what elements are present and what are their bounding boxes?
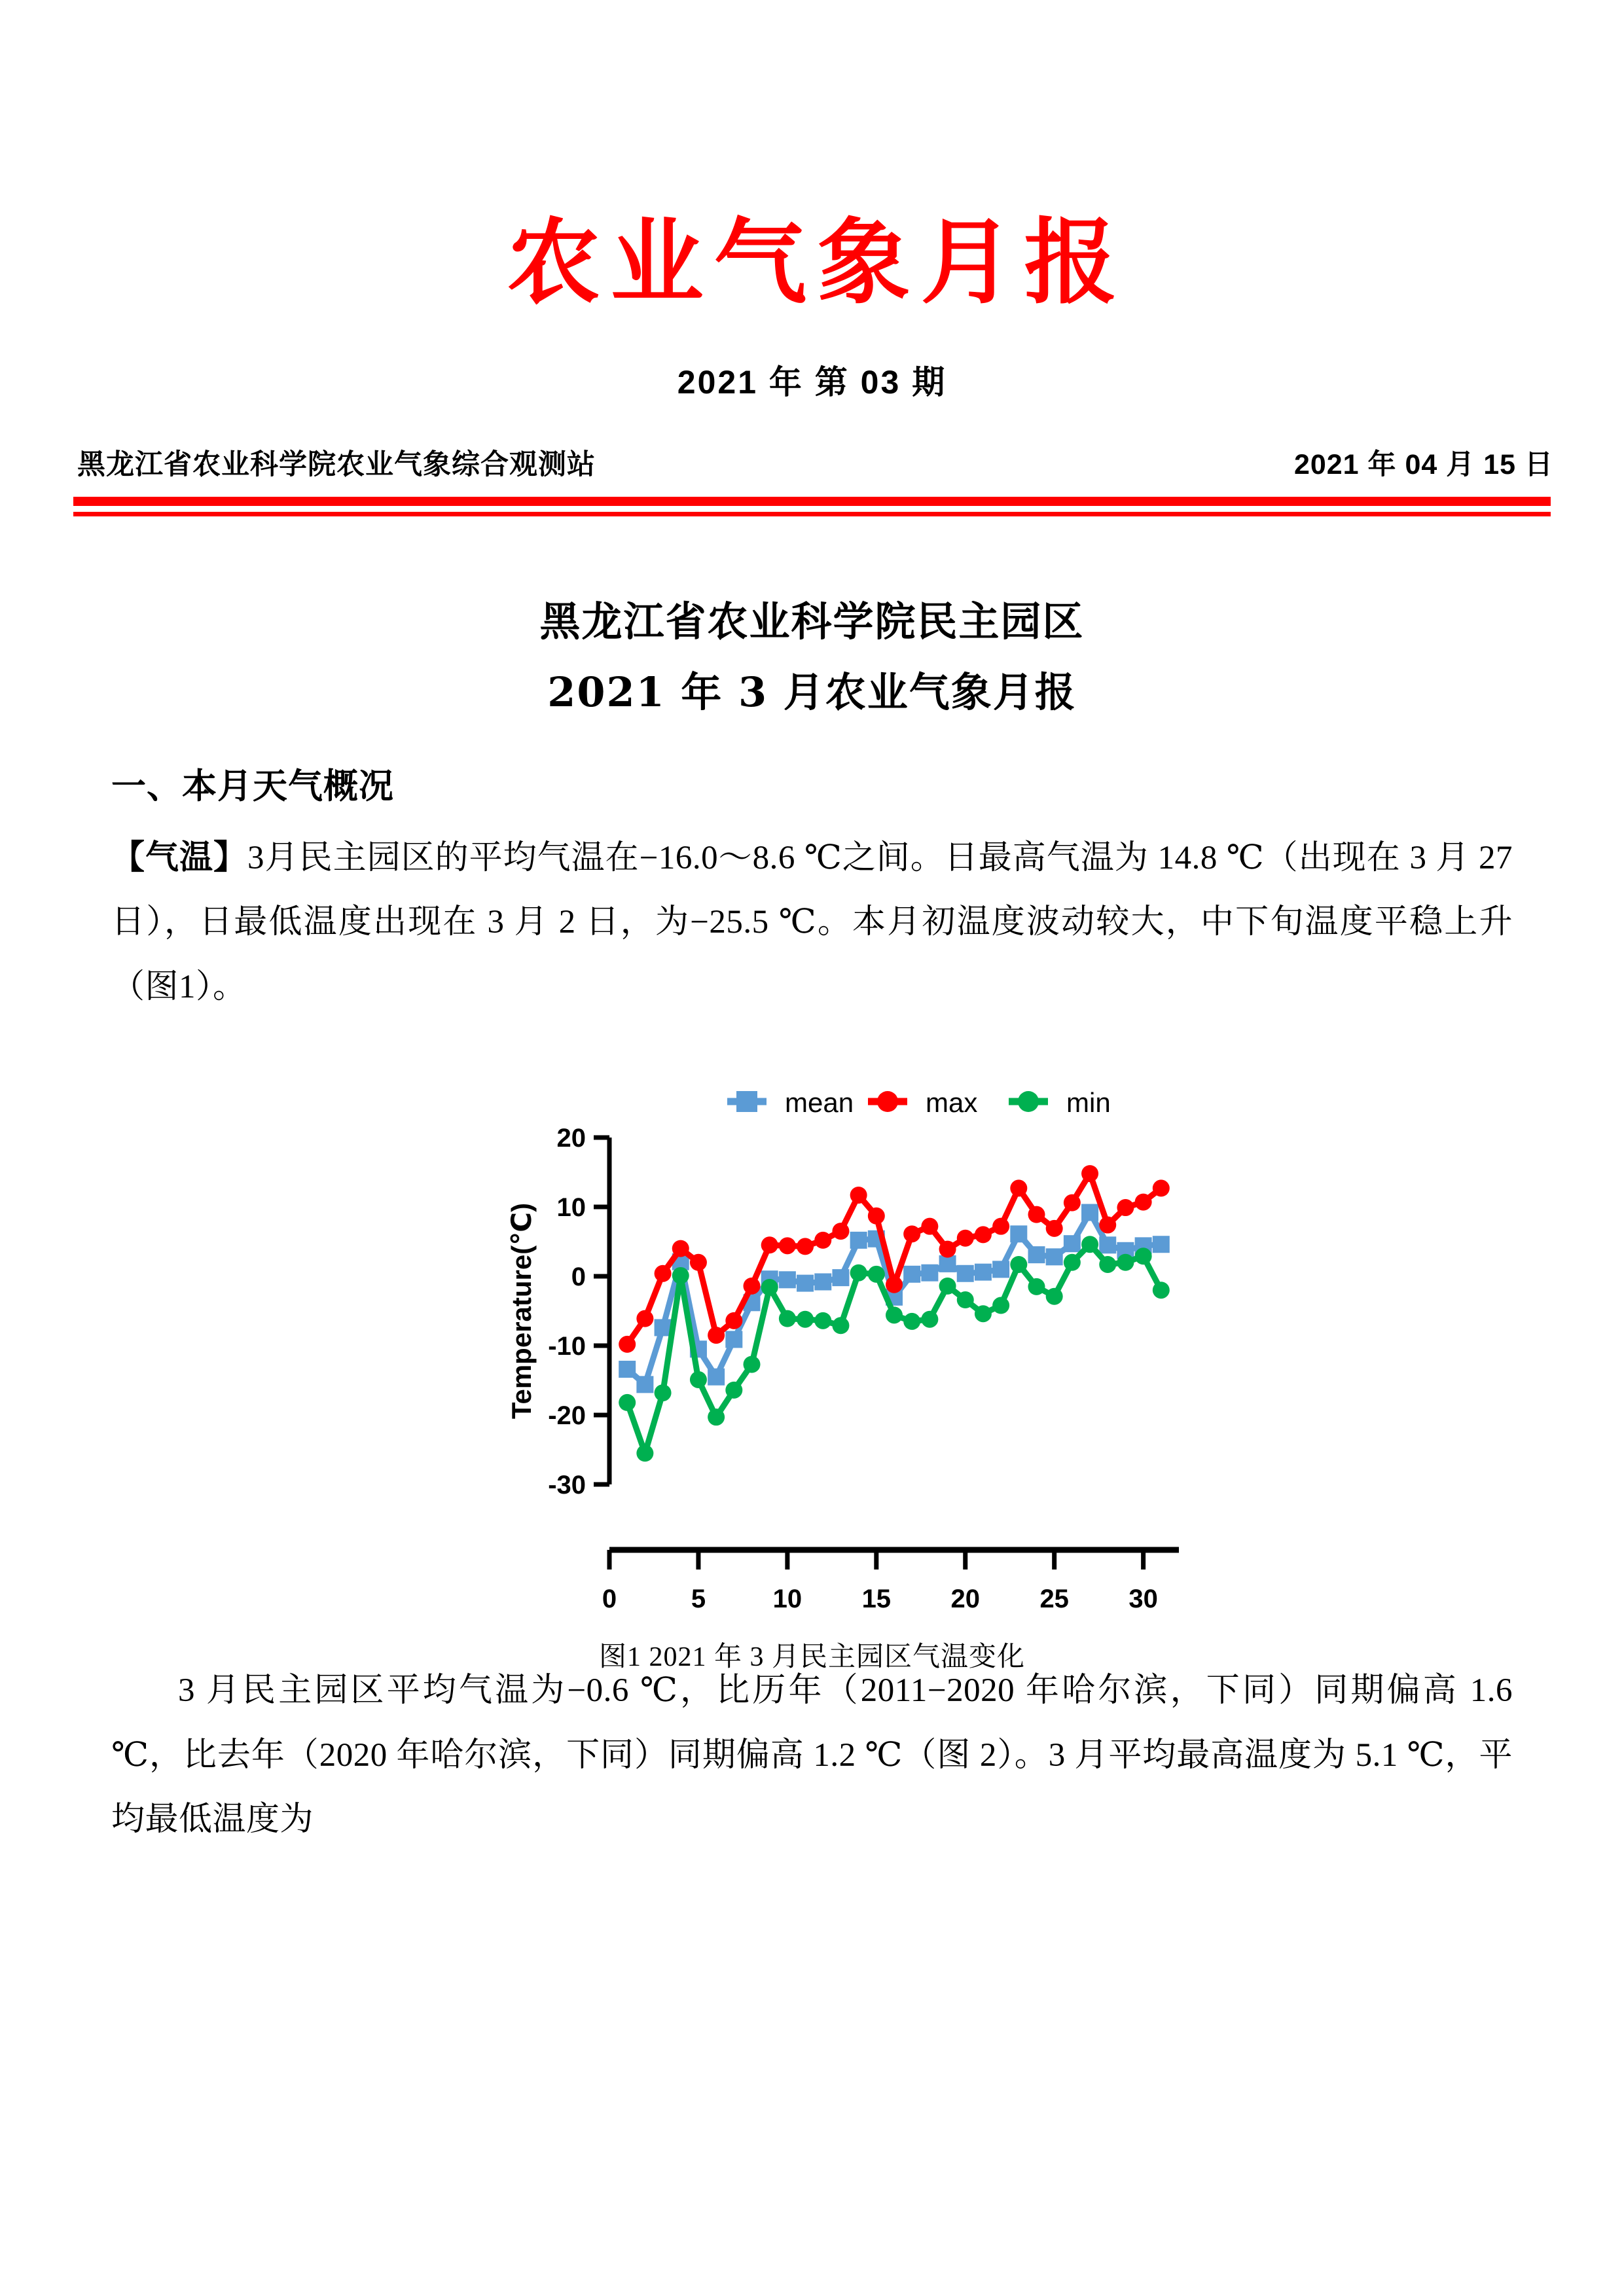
masthead-rule-thin bbox=[73, 512, 1551, 516]
masthead bbox=[0, 0, 1624, 516]
legend-label-max: max bbox=[925, 1087, 977, 1119]
data-point-max bbox=[886, 1276, 903, 1293]
x-axis-tick-label: 5 bbox=[691, 1585, 706, 1614]
legend-marker-max bbox=[877, 1091, 898, 1112]
data-point-max bbox=[761, 1236, 778, 1253]
data-point-min bbox=[1134, 1247, 1151, 1265]
data-point-min bbox=[1099, 1256, 1116, 1273]
data-point-mean bbox=[974, 1264, 991, 1281]
x-axis-tick-label: 25 bbox=[1039, 1585, 1069, 1614]
x-axis-tick-label: 15 bbox=[861, 1585, 891, 1614]
report-title-line2: 2021 年 3 月农业气象月报 bbox=[547, 668, 1077, 717]
data-point-min bbox=[761, 1279, 778, 1296]
data-point-max bbox=[778, 1238, 795, 1255]
data-point-max bbox=[832, 1223, 849, 1240]
data-point-min bbox=[1028, 1278, 1045, 1295]
publisher-organization: 黑龙江省农业科学院农业气象综合观测站 bbox=[77, 449, 596, 480]
data-point-min bbox=[636, 1444, 653, 1462]
y-axis-tick-label: 20 bbox=[556, 1124, 586, 1153]
data-point-min bbox=[725, 1382, 742, 1399]
data-point-max bbox=[1099, 1217, 1116, 1234]
data-point-mean bbox=[921, 1265, 938, 1282]
data-point-max bbox=[619, 1336, 636, 1353]
data-point-min bbox=[992, 1297, 1009, 1314]
data-point-max bbox=[867, 1208, 884, 1225]
data-point-mean bbox=[832, 1269, 849, 1286]
data-point-max bbox=[636, 1310, 653, 1327]
data-point-max bbox=[672, 1240, 689, 1257]
y-axis-title: Temperature(℃) bbox=[505, 1203, 537, 1420]
paragraph-lead-label: 【气温】 bbox=[111, 837, 248, 877]
y-axis-tick-label: -10 bbox=[547, 1332, 586, 1361]
issue-number: 2021 年 第 03 期 bbox=[677, 364, 947, 401]
data-point-mean bbox=[903, 1266, 920, 1283]
data-point-max bbox=[1028, 1206, 1045, 1223]
data-point-min bbox=[939, 1278, 956, 1295]
masthead-meta-row bbox=[0, 442, 1624, 482]
data-point-min bbox=[814, 1312, 831, 1329]
x-axis-tick-label: 0 bbox=[602, 1585, 617, 1614]
x-axis-tick-label: 20 bbox=[950, 1585, 980, 1614]
data-point-max bbox=[797, 1238, 814, 1255]
masthead-rule-thick bbox=[73, 497, 1551, 506]
data-point-max bbox=[1063, 1194, 1080, 1211]
data-point-min bbox=[1152, 1282, 1169, 1299]
data-point-min bbox=[743, 1356, 760, 1373]
data-point-min bbox=[974, 1305, 991, 1322]
data-point-min bbox=[654, 1384, 671, 1401]
data-point-mean bbox=[725, 1331, 742, 1348]
report-title-line1: 黑龙江省农业科学院民主园区 bbox=[539, 598, 1085, 645]
data-point-min bbox=[797, 1311, 814, 1328]
data-point-max bbox=[814, 1232, 831, 1249]
data-point-mean bbox=[1099, 1236, 1116, 1253]
data-point-max bbox=[1010, 1180, 1027, 1197]
publication-date: 2021 年 04 月 15 日 bbox=[1293, 449, 1553, 480]
section-heading-weather-overview: 一、本月天气概况 bbox=[111, 765, 394, 806]
y-axis-tick-label: 0 bbox=[571, 1263, 586, 1292]
chart-series bbox=[619, 1165, 1170, 1462]
data-point-min bbox=[1063, 1254, 1080, 1271]
y-axis-tick-label: 10 bbox=[556, 1193, 586, 1223]
data-point-max bbox=[689, 1254, 706, 1271]
data-point-mean bbox=[992, 1261, 1009, 1278]
data-point-max bbox=[708, 1327, 725, 1344]
publication-title: 农业气象月报 bbox=[507, 208, 1128, 317]
data-point-min bbox=[672, 1267, 689, 1284]
figure1-temperature-chart bbox=[111, 1052, 1513, 1673]
data-point-mean bbox=[1152, 1236, 1169, 1253]
data-point-max bbox=[903, 1225, 920, 1242]
data-point-max bbox=[1117, 1199, 1134, 1216]
data-point-mean bbox=[636, 1376, 653, 1393]
y-axis-tick-label: -20 bbox=[547, 1401, 586, 1431]
data-point-max bbox=[921, 1218, 938, 1235]
chart-axis-labels bbox=[506, 1124, 1158, 1613]
data-point-max bbox=[939, 1241, 956, 1258]
legend-label-min: min bbox=[1066, 1087, 1111, 1119]
data-point-mean bbox=[1063, 1235, 1080, 1252]
data-point-max bbox=[654, 1265, 671, 1282]
data-point-min bbox=[832, 1317, 849, 1334]
legend-marker-min bbox=[1018, 1091, 1039, 1112]
data-point-min bbox=[850, 1265, 867, 1282]
paragraph-temperature-text: 3月民主园区的平均气温在−16.0～8.6 ℃之间。日最高气温为 14.8 ℃（出现在 3 月 27 日），日最低温度出现在 3 月 2 日，为−25.5 ℃。本月初温度波动较大，中下旬温度平稳上升（图1）。 bbox=[111, 839, 1513, 1005]
data-point-mean bbox=[1010, 1225, 1027, 1242]
chart-axes bbox=[594, 1138, 1179, 1570]
data-point-mean bbox=[778, 1271, 795, 1288]
temperature-line-chart bbox=[348, 1052, 1277, 1641]
data-point-max bbox=[743, 1278, 760, 1295]
x-axis-tick-label: 10 bbox=[772, 1585, 802, 1614]
data-point-mean bbox=[1045, 1248, 1062, 1265]
document-body bbox=[0, 589, 1624, 1885]
data-point-mean bbox=[1081, 1204, 1098, 1221]
data-point-mean bbox=[850, 1232, 867, 1249]
data-point-mean bbox=[654, 1319, 671, 1336]
data-point-min bbox=[1117, 1254, 1134, 1271]
legend-label-mean: mean bbox=[784, 1087, 854, 1119]
data-point-min bbox=[921, 1311, 938, 1328]
figure1-caption: 图1 2021 年 3 月民主园区气温变化 bbox=[598, 1642, 1025, 1673]
data-point-max bbox=[956, 1230, 973, 1247]
x-axis-tick-label: 30 bbox=[1128, 1585, 1158, 1614]
legend-marker-mean bbox=[736, 1091, 757, 1112]
paragraph-monthly-average-text: 3 月民主园区平均气温为−0.6 ℃，比历年（2011−2020 年哈尔滨，下同）同期偏高 1.6 ℃，比去年（2020 年哈尔滨，下同）同期偏高 1.2 ℃（图 2）。3 月平均最高温度为 5.1 ℃，平均最低温度为 bbox=[111, 1672, 1513, 1838]
data-point-max bbox=[725, 1312, 742, 1329]
data-point-max bbox=[1152, 1180, 1169, 1197]
data-point-max bbox=[992, 1218, 1009, 1235]
data-point-max bbox=[1045, 1220, 1062, 1237]
data-point-max bbox=[850, 1187, 867, 1204]
data-point-mean bbox=[708, 1369, 725, 1386]
data-point-min bbox=[1045, 1288, 1062, 1305]
data-point-min bbox=[689, 1371, 706, 1388]
data-point-max bbox=[974, 1227, 991, 1244]
paragraph-monthly-average bbox=[111, 1659, 1513, 1852]
paragraph-temperature-summary bbox=[111, 825, 1513, 1019]
data-point-mean bbox=[814, 1274, 831, 1291]
y-axis-tick-label: -30 bbox=[547, 1471, 586, 1500]
data-point-mean bbox=[956, 1265, 973, 1282]
data-point-mean bbox=[797, 1275, 814, 1292]
data-point-min bbox=[778, 1310, 795, 1327]
data-point-mean bbox=[1028, 1246, 1045, 1263]
data-point-min bbox=[903, 1313, 920, 1330]
chart-legend bbox=[727, 1087, 1111, 1118]
data-point-mean bbox=[939, 1255, 956, 1272]
data-point-min bbox=[956, 1291, 973, 1308]
data-point-min bbox=[867, 1266, 884, 1283]
data-point-min bbox=[1081, 1236, 1098, 1253]
data-point-min bbox=[1010, 1256, 1027, 1273]
data-point-max bbox=[1134, 1194, 1151, 1211]
data-point-max bbox=[1081, 1165, 1098, 1182]
data-point-min bbox=[619, 1394, 636, 1411]
data-point-min bbox=[886, 1307, 903, 1324]
data-point-mean bbox=[619, 1361, 636, 1378]
data-point-min bbox=[708, 1408, 725, 1426]
